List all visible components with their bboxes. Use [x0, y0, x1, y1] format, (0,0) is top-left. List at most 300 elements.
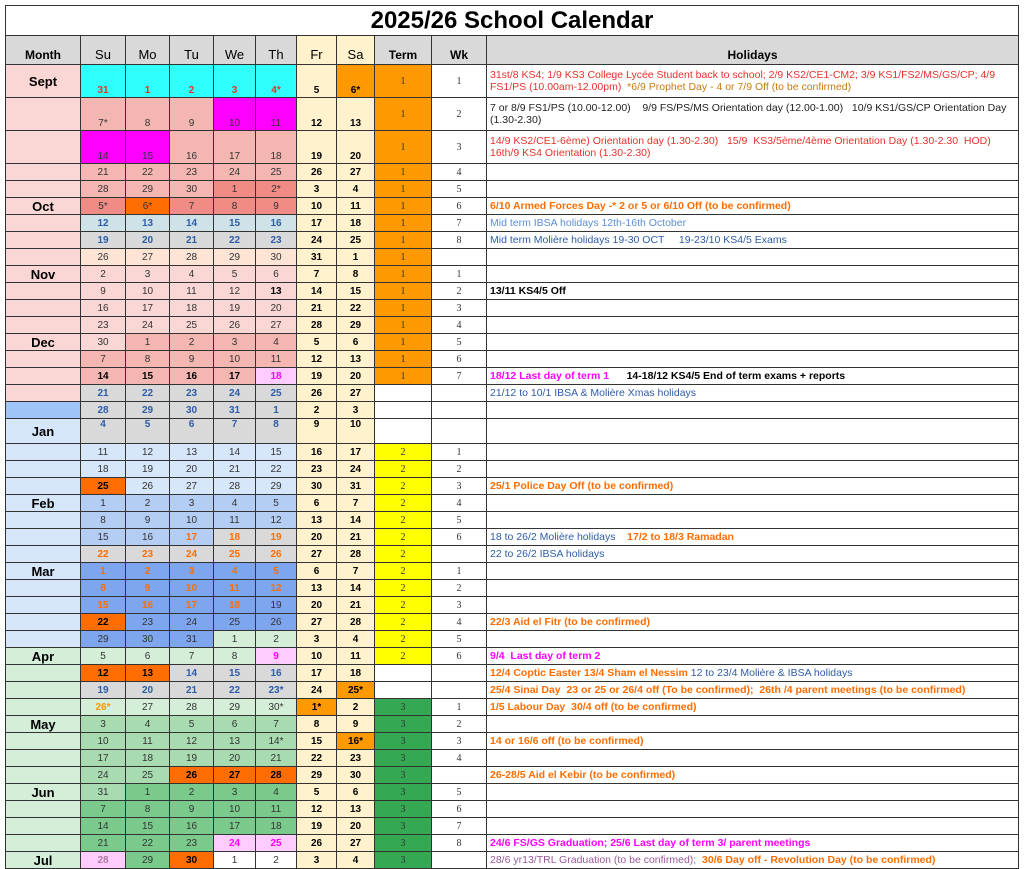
day-cell-tu: 9 — [170, 98, 214, 131]
week-number — [432, 249, 487, 266]
day-cell-we: 22 — [214, 682, 256, 699]
day-cell-fr: 3 — [297, 852, 337, 869]
week-row — [6, 444, 1019, 461]
calendar-body — [6, 65, 1019, 869]
day-cell-mo: 10 — [126, 283, 170, 300]
header-th: Th — [256, 36, 297, 65]
month-label — [6, 444, 81, 461]
day-cell-fr: 14 — [297, 283, 337, 300]
week-number: 7 — [432, 215, 487, 232]
day-cell-th: 16 — [256, 665, 297, 682]
header-sa: Sa — [337, 36, 375, 65]
term-cell: 1 — [375, 215, 432, 232]
day-cell-fr: 26 — [297, 835, 337, 852]
term-cell: 3 — [375, 784, 432, 801]
month-label — [6, 818, 81, 835]
day-cell-mo: 6 — [126, 648, 170, 665]
day-cell-fr: 19 — [297, 131, 337, 164]
day-cell-mo: 8 — [126, 351, 170, 368]
day-cell-we: 4 — [214, 563, 256, 580]
holiday-text: 22 to 26/2 IBSA holidays — [490, 548, 605, 560]
month-label — [6, 249, 81, 266]
day-cell-mo: 29 — [126, 852, 170, 869]
day-cell-su: 11 — [81, 444, 126, 461]
day-cell-th: 6 — [256, 266, 297, 283]
day-cell-sa: 4 — [337, 181, 375, 198]
holiday-note — [487, 784, 1019, 801]
day-cell-mo: 23 — [126, 546, 170, 563]
day-cell-tu: 17 — [170, 529, 214, 546]
day-cell-su: 21 — [81, 835, 126, 852]
month-label — [6, 215, 81, 232]
week-row — [6, 317, 1019, 334]
day-cell-su: 31 — [81, 65, 126, 98]
day-cell-su: 28 — [81, 852, 126, 869]
holiday-note — [487, 461, 1019, 478]
week-number: 1 — [432, 266, 487, 283]
day-cell-th: 25 — [256, 164, 297, 181]
day-cell-we: 7 — [214, 419, 256, 444]
holiday-text: 26-28/5 Aid el Kebir (to be confirmed) — [490, 769, 676, 781]
day-cell-mo: 8 — [126, 98, 170, 131]
day-cell-th: 9 — [256, 198, 297, 215]
day-cell-tu: 3 — [170, 563, 214, 580]
day-cell-su: 5* — [81, 198, 126, 215]
day-cell-we: 4 — [214, 495, 256, 512]
day-cell-mo: 27 — [126, 249, 170, 266]
holiday-note — [487, 835, 1019, 852]
day-cell-su: 26* — [81, 699, 126, 716]
day-cell-su: 28 — [81, 181, 126, 198]
term-cell: 3 — [375, 733, 432, 750]
week-number — [432, 385, 487, 402]
week-number: 3 — [432, 478, 487, 495]
day-cell-we: 17 — [214, 131, 256, 164]
term-cell: 3 — [375, 801, 432, 818]
header-we: We — [214, 36, 256, 65]
term-cell: 1 — [375, 266, 432, 283]
term-cell: 1 — [375, 164, 432, 181]
holiday-text: 22/3 Aid el Fitr (to be confirmed) — [490, 616, 651, 628]
month-label: Feb — [6, 495, 81, 512]
day-cell-fr: 2 — [297, 402, 337, 419]
day-cell-we: 1 — [214, 631, 256, 648]
day-cell-mo: 12 — [126, 444, 170, 461]
week-row — [6, 648, 1019, 665]
day-cell-we: 25 — [214, 614, 256, 631]
day-cell-th: 11 — [256, 98, 297, 131]
week-number: 6 — [432, 648, 487, 665]
week-row — [6, 733, 1019, 750]
week-number — [432, 419, 487, 444]
week-number: 6 — [432, 198, 487, 215]
term-cell: 2 — [375, 648, 432, 665]
day-cell-mo: 15 — [126, 131, 170, 164]
month-label — [6, 164, 81, 181]
calendar-table — [5, 35, 1019, 869]
week-number: 3 — [432, 733, 487, 750]
term-cell: 2 — [375, 580, 432, 597]
day-cell-mo: 15 — [126, 368, 170, 385]
holiday-text: 21/12 to 10/1 IBSA & Molière Xmas holidays — [490, 387, 697, 399]
week-number: 2 — [432, 283, 487, 300]
day-cell-fr: 30 — [297, 478, 337, 495]
day-cell-fr: 7 — [297, 266, 337, 283]
holiday-text: 31st/8 KS4; 1/9 KS3 College Lycée Student back to school; 2/9 KS2/CE1-CM2; 3/9 KS1/FS2/MS/GS/CP; 4/9 FS1/PS (10.00am-12.00pm) — [490, 69, 998, 93]
day-cell-we: 24 — [214, 835, 256, 852]
week-number: 5 — [432, 181, 487, 198]
week-row — [6, 852, 1019, 869]
holiday-note — [487, 478, 1019, 495]
header-holidays: Holidays — [487, 36, 1019, 65]
day-cell-th: 23 — [256, 232, 297, 249]
day-cell-th: 19 — [256, 597, 297, 614]
term-cell: 1 — [375, 181, 432, 198]
week-row — [6, 283, 1019, 300]
day-cell-fr: 9 — [297, 419, 337, 444]
holiday-text: 9/4 Last day of term 2 — [490, 650, 601, 662]
term-cell: 2 — [375, 512, 432, 529]
day-cell-mo: 27 — [126, 699, 170, 716]
week-number: 1 — [432, 444, 487, 461]
day-cell-su: 1 — [81, 495, 126, 512]
day-cell-th: 30* — [256, 699, 297, 716]
day-cell-we: 8 — [214, 198, 256, 215]
week-row — [6, 419, 1019, 444]
day-cell-su: 21 — [81, 164, 126, 181]
holiday-text: 1/5 Labour Day 30/4 off (to be confirmed) — [490, 701, 697, 713]
day-cell-th: 28 — [256, 767, 297, 784]
day-cell-fr: 3 — [297, 181, 337, 198]
week-number: 1 — [432, 699, 487, 716]
holiday-note — [487, 665, 1019, 682]
day-cell-th: 22 — [256, 461, 297, 478]
day-cell-th: 13 — [256, 283, 297, 300]
day-cell-mo: 19 — [126, 461, 170, 478]
holiday-text: 17/2 to 18/3 Ramadan — [627, 531, 734, 543]
day-cell-tu: 27 — [170, 478, 214, 495]
day-cell-th: 26 — [256, 546, 297, 563]
day-cell-sa: 2 — [337, 699, 375, 716]
day-cell-we: 18 — [214, 597, 256, 614]
week-row — [6, 614, 1019, 631]
month-label — [6, 402, 81, 419]
term-cell: 2 — [375, 597, 432, 614]
day-cell-su: 24 — [81, 767, 126, 784]
term-cell: 1 — [375, 198, 432, 215]
header-term: Term — [375, 36, 432, 65]
day-cell-su: 1 — [81, 563, 126, 580]
day-cell-sa: 18 — [337, 215, 375, 232]
day-cell-su: 22 — [81, 614, 126, 631]
day-cell-tu: 9 — [170, 801, 214, 818]
day-cell-su: 30 — [81, 334, 126, 351]
month-label — [6, 801, 81, 818]
week-number: 4 — [432, 614, 487, 631]
week-number — [432, 402, 487, 419]
day-cell-we: 21 — [214, 461, 256, 478]
holiday-text: 13/11 KS4/5 Off — [490, 285, 566, 297]
holiday-note — [487, 98, 1019, 131]
week-row — [6, 181, 1019, 198]
day-cell-we: 3 — [214, 65, 256, 98]
day-cell-sa: 13 — [337, 801, 375, 818]
holiday-note — [487, 648, 1019, 665]
day-cell-tu: 30 — [170, 402, 214, 419]
day-cell-mo: 2 — [126, 495, 170, 512]
day-cell-fr: 20 — [297, 597, 337, 614]
day-cell-tu: 10 — [170, 580, 214, 597]
day-cell-sa: 10 — [337, 419, 375, 444]
week-row — [6, 699, 1019, 716]
month-label: Sept — [6, 65, 81, 98]
term-cell — [375, 682, 432, 699]
week-number: 7 — [432, 368, 487, 385]
holiday-note — [487, 351, 1019, 368]
day-cell-tu: 16 — [170, 818, 214, 835]
week-number: 6 — [432, 801, 487, 818]
day-cell-sa: 6 — [337, 784, 375, 801]
day-cell-fr: 8 — [297, 716, 337, 733]
term-cell: 3 — [375, 716, 432, 733]
holiday-note — [487, 266, 1019, 283]
day-cell-su: 22 — [81, 546, 126, 563]
holiday-text: 25/1 Police Day Off (to be confirmed) — [490, 480, 674, 492]
day-cell-sa: 8 — [337, 266, 375, 283]
holiday-text: 12/4 Coptic Easter 13/4 Sham el Nessim — [490, 667, 691, 679]
week-number — [432, 767, 487, 784]
holiday-note — [487, 317, 1019, 334]
day-cell-mo: 1 — [126, 334, 170, 351]
day-cell-tu: 23 — [170, 835, 214, 852]
month-label — [6, 733, 81, 750]
day-cell-th: 5 — [256, 495, 297, 512]
day-cell-sa: 4 — [337, 852, 375, 869]
day-cell-tu: 28 — [170, 249, 214, 266]
day-cell-mo: 20 — [126, 232, 170, 249]
holiday-note — [487, 300, 1019, 317]
day-cell-tu: 31 — [170, 631, 214, 648]
week-row — [6, 351, 1019, 368]
month-label — [6, 767, 81, 784]
day-cell-fr: 26 — [297, 385, 337, 402]
day-cell-we: 19 — [214, 300, 256, 317]
day-cell-fr: 12 — [297, 351, 337, 368]
holiday-note — [487, 495, 1019, 512]
day-cell-mo: 25 — [126, 767, 170, 784]
holiday-text: 14/9 KS2/CE1-6ème) Orientation day (1.30-2.30) 15/9 KS3/5ème/4ème Orientation Day (1.30-2.30 HOD) 16th/9 KS4 Orientation (1.30-2.30) — [490, 135, 994, 159]
holiday-note — [487, 131, 1019, 164]
day-cell-mo: 13 — [126, 215, 170, 232]
day-cell-mo: 22 — [126, 164, 170, 181]
day-cell-tu: 28 — [170, 699, 214, 716]
week-number: 2 — [432, 461, 487, 478]
week-row — [6, 631, 1019, 648]
day-cell-tu: 4 — [170, 266, 214, 283]
term-cell: 1 — [375, 334, 432, 351]
week-number: 5 — [432, 334, 487, 351]
day-cell-we: 15 — [214, 215, 256, 232]
day-cell-tu: 24 — [170, 546, 214, 563]
day-cell-we: 18 — [214, 529, 256, 546]
day-cell-fr: 24 — [297, 682, 337, 699]
day-cell-tu: 30 — [170, 181, 214, 198]
week-row — [6, 300, 1019, 317]
day-cell-th: 2 — [256, 852, 297, 869]
day-cell-we: 28 — [214, 478, 256, 495]
holiday-note — [487, 614, 1019, 631]
day-cell-fr: 24 — [297, 232, 337, 249]
term-cell: 1 — [375, 65, 432, 98]
day-cell-fr: 10 — [297, 648, 337, 665]
holiday-note — [487, 750, 1019, 767]
term-cell: 2 — [375, 614, 432, 631]
month-label — [6, 232, 81, 249]
day-cell-tu: 18 — [170, 300, 214, 317]
day-cell-mo: 23 — [126, 614, 170, 631]
day-cell-th: 2* — [256, 181, 297, 198]
day-cell-fr: 13 — [297, 580, 337, 597]
day-cell-we: 10 — [214, 98, 256, 131]
day-cell-su: 5 — [81, 648, 126, 665]
week-row — [6, 65, 1019, 98]
holiday-note — [487, 402, 1019, 419]
day-cell-tu: 2 — [170, 334, 214, 351]
day-cell-we: 1 — [214, 181, 256, 198]
week-row — [6, 478, 1019, 495]
week-number: 2 — [432, 98, 487, 131]
day-cell-fr: 12 — [297, 801, 337, 818]
holiday-note — [487, 249, 1019, 266]
day-cell-sa: 20 — [337, 131, 375, 164]
holiday-note — [487, 597, 1019, 614]
day-cell-th: 12 — [256, 580, 297, 597]
day-cell-su: 15 — [81, 529, 126, 546]
week-row — [6, 597, 1019, 614]
day-cell-mo: 8 — [126, 801, 170, 818]
term-cell: 1 — [375, 249, 432, 266]
day-cell-su: 25 — [81, 478, 126, 495]
day-cell-th: 19 — [256, 529, 297, 546]
day-cell-su: 31 — [81, 784, 126, 801]
day-cell-sa: 16* — [337, 733, 375, 750]
day-cell-tu: 23 — [170, 164, 214, 181]
week-number: 4 — [432, 317, 487, 334]
day-cell-tu: 19 — [170, 750, 214, 767]
day-cell-mo: 4 — [126, 716, 170, 733]
day-cell-mo: 9 — [126, 580, 170, 597]
day-cell-sa: 27 — [337, 164, 375, 181]
day-cell-su: 17 — [81, 750, 126, 767]
day-cell-mo: 17 — [126, 300, 170, 317]
day-cell-fr: 20 — [297, 529, 337, 546]
header-wk: Wk — [432, 36, 487, 65]
day-cell-su: 12 — [81, 215, 126, 232]
week-number — [432, 682, 487, 699]
day-cell-fr: 26 — [297, 164, 337, 181]
holiday-text: Mid term Molière holidays 19-30 OCT 19-23/10 KS4/5 Exams — [490, 234, 787, 246]
day-cell-sa: 30 — [337, 767, 375, 784]
day-cell-tu: 21 — [170, 232, 214, 249]
term-cell: 1 — [375, 232, 432, 249]
week-number: 5 — [432, 631, 487, 648]
term-cell: 1 — [375, 283, 432, 300]
week-row — [6, 215, 1019, 232]
day-cell-we: 3 — [214, 334, 256, 351]
day-cell-we: 5 — [214, 266, 256, 283]
holiday-note — [487, 368, 1019, 385]
day-cell-su: 28 — [81, 402, 126, 419]
day-cell-tu: 10 — [170, 512, 214, 529]
day-cell-sa: 23 — [337, 750, 375, 767]
day-cell-th: 18 — [256, 368, 297, 385]
day-cell-mo: 9 — [126, 512, 170, 529]
day-cell-tu: 25 — [170, 317, 214, 334]
day-cell-tu: 24 — [170, 614, 214, 631]
day-cell-su: 18 — [81, 461, 126, 478]
week-row — [6, 716, 1019, 733]
day-cell-th: 16 — [256, 215, 297, 232]
week-row — [6, 249, 1019, 266]
holiday-text: 6/10 Armed Forces Day -* 2 or 5 or 6/10 Off (to be confirmed) — [490, 200, 791, 212]
month-label: Dec — [6, 334, 81, 351]
day-cell-fr: 21 — [297, 300, 337, 317]
holiday-note — [487, 682, 1019, 699]
day-cell-th: 18 — [256, 131, 297, 164]
month-label — [6, 631, 81, 648]
day-cell-fr: 5 — [297, 784, 337, 801]
week-number: 3 — [432, 300, 487, 317]
day-cell-th: 15 — [256, 444, 297, 461]
day-cell-we: 11 — [214, 512, 256, 529]
header-mo: Mo — [126, 36, 170, 65]
day-cell-sa: 13 — [337, 98, 375, 131]
day-cell-su: 14 — [81, 368, 126, 385]
day-cell-tu: 3 — [170, 495, 214, 512]
day-cell-sa: 24 — [337, 461, 375, 478]
day-cell-fr: 22 — [297, 750, 337, 767]
day-cell-sa: 31 — [337, 478, 375, 495]
day-cell-sa: 11 — [337, 198, 375, 215]
month-label: May — [6, 716, 81, 733]
day-cell-su: 26 — [81, 249, 126, 266]
day-cell-fr: 5 — [297, 334, 337, 351]
day-cell-mo: 6* — [126, 198, 170, 215]
day-cell-th: 26 — [256, 614, 297, 631]
day-cell-su: 19 — [81, 232, 126, 249]
day-cell-fr: 12 — [297, 98, 337, 131]
day-cell-th: 14* — [256, 733, 297, 750]
header-fr: Fr — [297, 36, 337, 65]
day-cell-th: 4 — [256, 784, 297, 801]
holiday-text: Mid term IBSA holidays 12th-16th October — [490, 217, 687, 229]
day-cell-mo: 22 — [126, 835, 170, 852]
page-title: 2025/26 School Calendar — [5, 5, 1019, 35]
term-cell: 1 — [375, 317, 432, 334]
week-row — [6, 98, 1019, 131]
month-label — [6, 181, 81, 198]
day-cell-su: 14 — [81, 818, 126, 835]
month-label — [6, 368, 81, 385]
day-cell-sa: 13 — [337, 351, 375, 368]
month-label: Jan — [6, 419, 81, 444]
month-label — [6, 699, 81, 716]
holiday-note — [487, 419, 1019, 444]
day-cell-su: 16 — [81, 300, 126, 317]
day-cell-sa: 28 — [337, 546, 375, 563]
week-number: 4 — [432, 750, 487, 767]
day-cell-sa: 17 — [337, 444, 375, 461]
